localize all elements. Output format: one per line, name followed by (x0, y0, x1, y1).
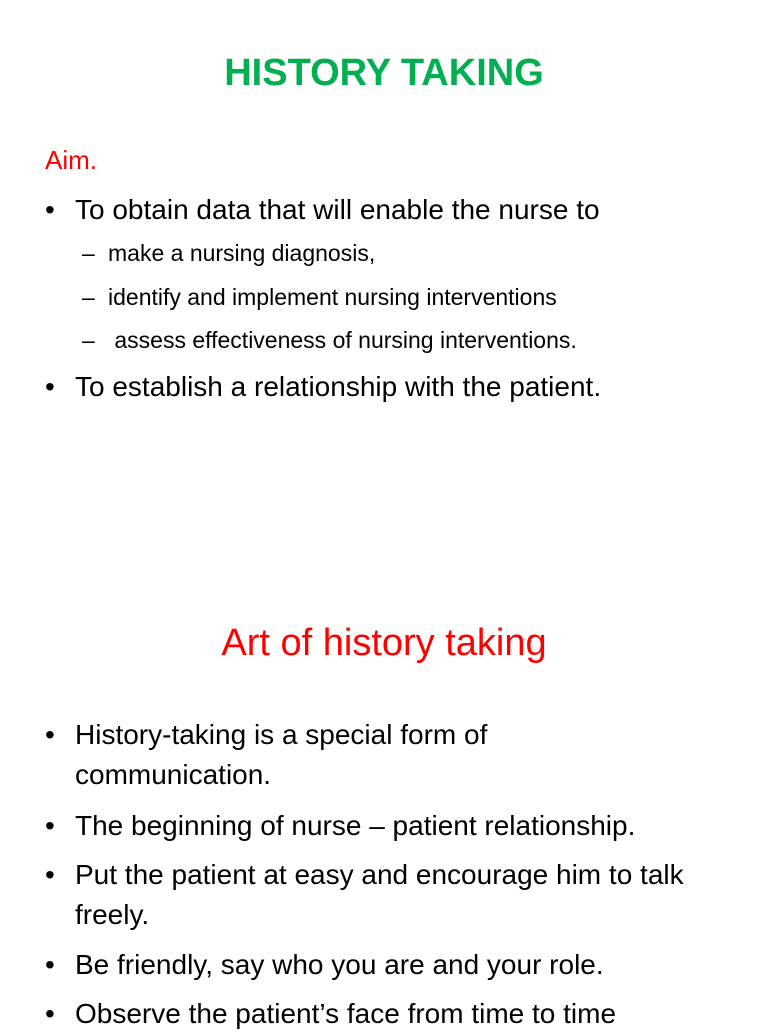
bullet-text: To obtain data that will enable the nurse to (75, 194, 600, 225)
bullet-item (45, 945, 735, 985)
aim-heading: Aim. (45, 145, 97, 175)
bullet-item (45, 715, 555, 795)
bullet-text: Be friendly, say who you are and your role. (75, 949, 604, 980)
sub-bullet-item (82, 280, 557, 314)
bullet-item (45, 806, 735, 846)
sub-bullet-item (82, 236, 375, 270)
bullet-dot-icon: • (45, 949, 55, 980)
sub-bullet-text: make a nursing diagnosis, (108, 240, 376, 266)
bullet-item (45, 367, 735, 407)
sub-bullet-item (82, 323, 577, 357)
bullet-dot-icon: • (45, 810, 55, 841)
bullet-dot-icon: • (45, 194, 55, 225)
bullet-text: Put the patient at easy and encourage him to talk freely. (75, 859, 684, 930)
bullet-text: Observe the patient’s face from time to time (75, 998, 617, 1029)
slide-title: HISTORY TAKING (224, 52, 544, 94)
bullet-dot-icon: • (45, 719, 55, 750)
bullet-item (45, 994, 735, 1034)
dash-icon: – (82, 240, 95, 266)
dash-icon: – (82, 284, 95, 310)
sub-bullet-text: identify and implement nursing interventions (108, 284, 557, 310)
bullet-item (45, 855, 715, 935)
bullet-text: To establish a relationship with the patient. (75, 371, 602, 402)
sub-bullet-text: assess effectiveness of nursing interventions. (108, 327, 577, 353)
slide-art-of-history-taking (0, 560, 768, 1029)
bullet-text: The beginning of nurse – patient relationship. (75, 810, 636, 841)
bullet-dot-icon: • (45, 371, 55, 402)
bullet-text: History-taking is a special form of communication. (75, 719, 488, 790)
slide-title: Art of history taking (221, 622, 547, 664)
dash-icon: – (82, 327, 95, 353)
bullet-dot-icon: • (45, 998, 55, 1029)
bullet-item (45, 190, 735, 230)
bullet-dot-icon: • (45, 859, 55, 890)
